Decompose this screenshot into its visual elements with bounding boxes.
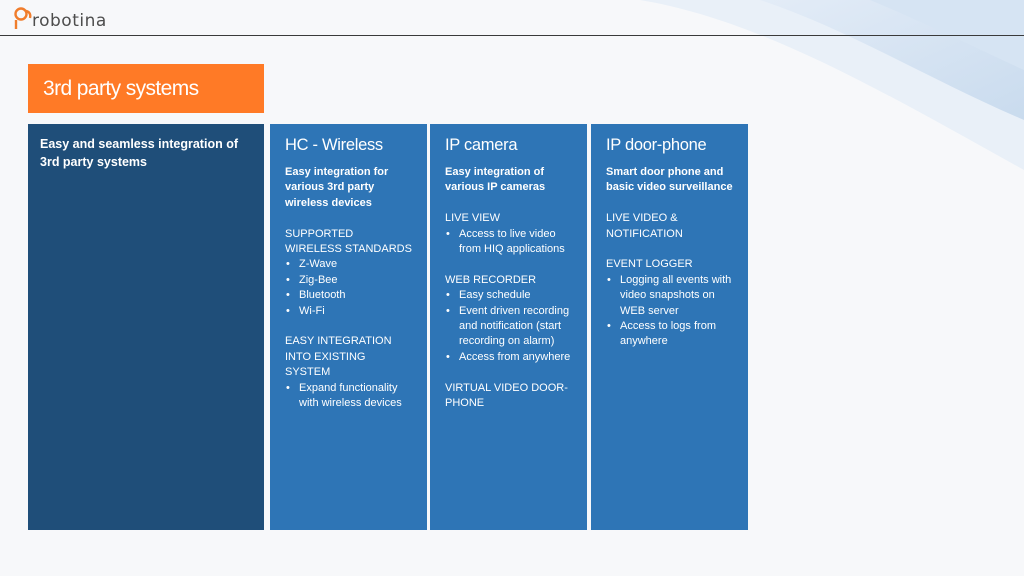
list-item: • Event driven recording and notification (start recording on alarm) — [445, 304, 573, 350]
section — [606, 211, 734, 242]
intro-text: Easy and seamless integration of 3rd party systems — [40, 137, 238, 169]
column-ip-camera — [430, 124, 587, 530]
bullet-list — [285, 381, 413, 412]
section — [445, 381, 573, 412]
bullet-list — [445, 288, 573, 365]
section — [285, 334, 413, 411]
column-hc-wireless — [270, 124, 427, 530]
list-item: • Zig-Bee — [285, 273, 413, 288]
list-item: • Wi-Fi — [285, 304, 413, 319]
column-heading: IP door-phone — [606, 136, 707, 154]
section-title: VIRTUAL VIDEO DOOR-PHONE — [445, 381, 568, 410]
column-subtitle: Easy integration for various 3rd party wireless devices — [285, 166, 389, 209]
section — [445, 273, 573, 365]
section — [606, 257, 734, 349]
section-title: EASY INTEGRATION INTO EXISTING SYSTEM — [285, 335, 392, 379]
bullet-list — [285, 257, 413, 319]
column-ip-door-phone — [591, 124, 748, 530]
list-item: • Access to live video from HIQ applications — [445, 227, 573, 258]
list-item: • Access to logs from anywhere — [606, 319, 734, 350]
column-subtitle: Easy integration of various IP cameras — [445, 166, 546, 194]
bullet-list — [606, 273, 734, 350]
section-title: LIVE VIEW — [445, 212, 501, 225]
section — [285, 227, 413, 319]
intro-panel — [28, 124, 264, 530]
bullet-list — [445, 227, 573, 258]
column-heading: IP camera — [445, 136, 518, 154]
list-item: • Expand functionality with wireless devices — [285, 381, 413, 412]
section — [445, 211, 573, 257]
section-title: EVENT LOGGER — [606, 258, 693, 271]
header-divider — [0, 35, 1024, 36]
robotina-logo — [12, 4, 107, 32]
section-title: LIVE VIDEO & NOTIFICATION — [606, 212, 683, 240]
logo-text: robotina — [32, 11, 107, 31]
page-title: 3rd party systems — [43, 76, 199, 100]
list-item: • Bluetooth — [285, 288, 413, 303]
list-item: • Access from anywhere — [445, 350, 573, 365]
title-banner — [28, 64, 264, 113]
column-subtitle: Smart door phone and basic video surveillance — [606, 166, 733, 194]
list-item: • Easy schedule — [445, 288, 573, 303]
section-title: SUPPORTED WIRELESS STANDARDS — [285, 227, 412, 256]
list-item: • Z-Wave — [285, 257, 413, 272]
column-heading: HC - Wireless — [285, 136, 383, 154]
section-title: WEB RECORDER — [445, 273, 537, 286]
list-item: • Logging all events with video snapshots on WEB server — [606, 273, 734, 319]
